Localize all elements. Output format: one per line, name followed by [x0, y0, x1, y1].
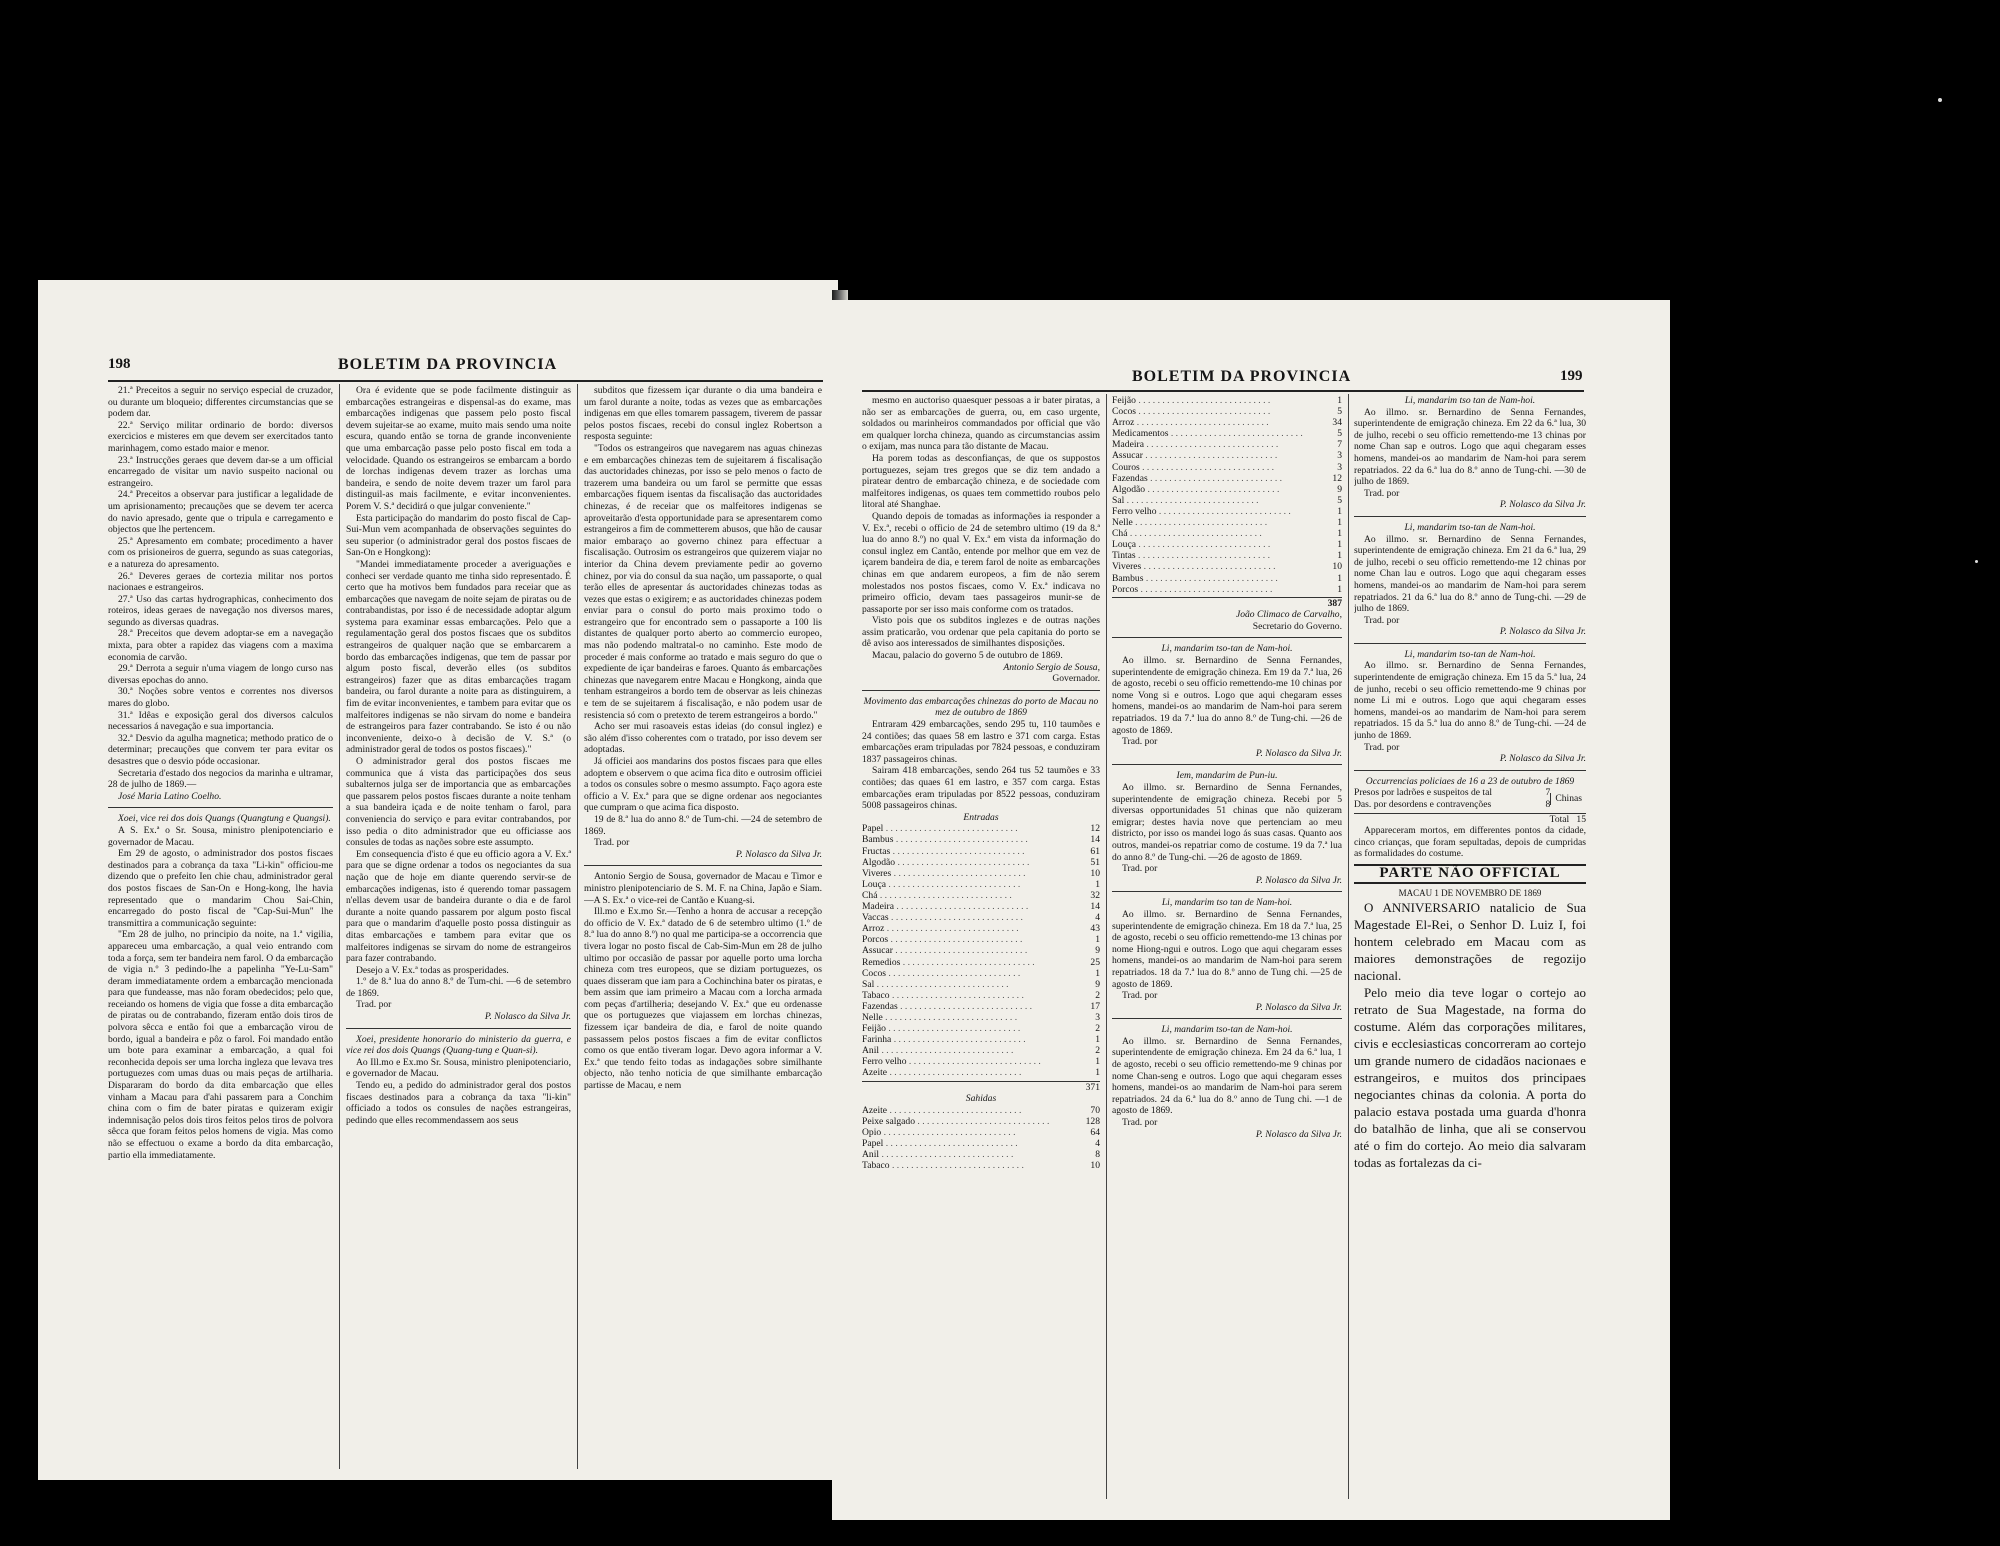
text-paragraph: Ao Ill.mo e Ex.mo Sr. Sousa, ministro plenipotenciario, e governador de Macau.	[346, 1056, 571, 1080]
list-item	[862, 1160, 1100, 1171]
goods-list	[1112, 395, 1342, 595]
text-paragraph: 30.ª Noções sobre ventos e correntes nos diversos mares do globo.	[108, 686, 333, 710]
list-item	[862, 957, 1100, 968]
list-item	[1112, 417, 1342, 428]
item-label: Feijão . . .	[1112, 395, 1333, 406]
item-label: Madeira . . .	[1112, 439, 1333, 450]
item-label: Bambus . . .	[862, 834, 1086, 845]
list-item	[1112, 473, 1342, 484]
item-value: 4	[1095, 912, 1100, 924]
text-paragraph: 29.ª Derrota a seguir n'uma viagem de longo curso nas diversas epochas do anno.	[108, 663, 333, 686]
entradas-title: Entradas	[963, 811, 999, 823]
column-divider	[1348, 394, 1349, 1499]
sahidas-list	[862, 1105, 1100, 1172]
text-paragraph: Acho ser mui rasoaveis estas ideias (do consul inglez) e são além d'isso coherentes com o tratado, por isso devem ser adoptadas.	[584, 721, 822, 756]
list-item	[1112, 395, 1342, 406]
item-value: 1	[1095, 1034, 1100, 1046]
column-divider	[1106, 394, 1107, 1499]
trad-label: Trad. por	[1122, 1117, 1158, 1129]
letter-body: Ao illmo. sr. Bernardino de Senna Fernandes, superintendente de emigração chineza. Em 15 da 5.ª lua, 24 de junho, recebi o seu officio remettendo-me 9 chinas por nome Li mi e outros. Logo que aqui chegaram esses homens, mandei-os ao mandarim de Nam-hoi para serem repatriados. 15 da 5.ª lua do anno 8.º de Tung-chi. —24 de junho de 1869.	[1354, 660, 1586, 742]
item-label: Cocos . . .	[1112, 406, 1333, 417]
left-column-1	[108, 385, 333, 1475]
police-value: 7	[1545, 787, 1551, 799]
item-label: Papel . . .	[862, 1138, 1091, 1149]
list-item	[1112, 584, 1342, 595]
list-item	[862, 1067, 1100, 1078]
text-paragraph: O administrador geral dos postos fiscaes me communica que á vista das participações dos seus subalternos julga ser de importancia que as embarcações que passarem pelos postos fiscaes durante a noite tenham a sua bandeira içada e de noite tenham o farol, para conveniencia do serviço e para evitar contrabandos, por isso pedia o dito administrador que eu officiasse aos consules de todas as nações sobre este assumpto.	[346, 756, 571, 849]
item-label: Algodão . . .	[862, 857, 1086, 868]
translator-signature: P. Nolasco da Silva Jr.	[1499, 499, 1586, 511]
header-rule	[108, 380, 823, 382]
police-value: 8	[1545, 799, 1551, 810]
dust-speck	[1975, 560, 1978, 563]
text-paragraph: Esta participação do mandarim do posto fiscal de Cap-Sui-Mun vem acompanhada de observações seguintes do seu superior (o administrador geral dos postos fiscaes de San-On e Hongkong):	[346, 512, 571, 559]
trad-label: Trad. por	[1122, 990, 1158, 1002]
item-value: 2	[1095, 1045, 1100, 1057]
item-label: Fructas . . .	[862, 846, 1086, 857]
anniversary-article	[1354, 899, 1586, 1171]
section-title: Xoei, presidente honorario do ministerio da guerra, e vice rei dos dois Quangs (Quang-tung e Quan-si).	[346, 1033, 571, 1057]
item-label: Viveres . . .	[862, 868, 1086, 879]
secretary-role: Secretario do Governo.	[1252, 620, 1342, 632]
list-item	[862, 1138, 1100, 1149]
text-paragraph: 28.ª Preceitos que devem adoptar-se em a navegação mixta, para obter a rapidez das viagens com a maxima economia de carvão.	[108, 628, 333, 663]
item-value: 14	[1090, 834, 1100, 846]
translator-signature: P. Nolasco da Silva Jr.	[1255, 1001, 1342, 1013]
item-label: Anil . . .	[862, 1045, 1091, 1056]
right-page-header: BOLETIM DA PROVINCIA	[1132, 368, 1352, 385]
right-page	[832, 300, 1670, 1520]
item-value: 9	[1095, 978, 1100, 990]
article-paragraph: Pelo meio dia teve logar o cortejo ao retrato de Sua Magestade, na forma do costume. Além das corporações militares, civis e ecclesiasticas concorreram ao cortejo um grande numero de cidadãos nacionaes e estrangeiros, e muitos dos principaes negociantes chinas da colonia. A porta do palacio estava postada uma guarda d'honra do batalhão de linha, que ali se conservou até o fim do cortejo. Ao meio dia salvaram todas as fortalezas da ci-	[1354, 985, 1586, 1171]
list-item	[1112, 484, 1342, 495]
item-label: Medicamentos . . .	[1112, 428, 1333, 439]
police-total-row	[1354, 813, 1586, 826]
letter-title: Li, mandarim tso-tan de Nam-hoi.	[1161, 1024, 1293, 1036]
list-item	[862, 1034, 1100, 1045]
column-divider	[339, 384, 340, 1469]
text-paragraph: 32.ª Desvio da agulha magnetica; methodo pratico de o determinar; precauções que convem ter para evitar os desastres que o desvio póde occasionar.	[108, 732, 333, 767]
item-value: 64	[1090, 1126, 1100, 1138]
translator-signature: P. Nolasco da Silva Jr.	[735, 848, 822, 860]
text-paragraph: 26.ª Deveres geraes de cortezia militar nos portos nacionaes e estrangeiros.	[108, 570, 333, 594]
item-value: 128	[1085, 1115, 1100, 1127]
item-label: Peixe salgado . . .	[862, 1116, 1082, 1127]
letter-body: Ao illmo. sr. Bernardino de Senna Fernandes, superintendente de emigração chineza. Em 22 da 6.ª lua, 30 de julho, recebi o seu officio remettendo-me 13 chinas por nome Chan sap e outros. Logo que aqui chegaram esses homens, mandei-os ao mandarim de Nam-hoi para serem repatriados. 22 da 6.ª lua do 8.º anno de Tung-chi. —30 de julho de 1869.	[1354, 406, 1586, 488]
item-value: 1	[1337, 539, 1342, 551]
item-value: 25	[1090, 956, 1100, 968]
item-value: 5	[1337, 406, 1342, 418]
list-item	[1112, 495, 1342, 506]
item-label: Azeite . . .	[862, 1105, 1086, 1116]
item-value: 1	[1337, 517, 1342, 529]
item-value: 10	[1090, 1160, 1100, 1172]
divider	[1112, 764, 1342, 765]
divider	[1112, 637, 1342, 638]
entradas-list	[862, 823, 1100, 1078]
text-paragraph: Desejo a V. Ex.ª todas as prosperidades.	[356, 964, 509, 976]
item-value: 61	[1090, 845, 1100, 857]
item-value: 1	[1337, 395, 1342, 406]
item-value: 1	[1095, 878, 1100, 890]
text-paragraph: Quando depois de tomadas as informações ia responder a V. Ex.ª, recebi o officio de 24 de setembro ultimo (19 da 8.ª lua do anno 8.º) no qual V. Ex.ª em vista da informação do consul inglez em Cantão, entende por melhor que em vez de içarem bandeira de dia, e terem farol de noite as embarcações chinas em que andarem europeos, a fim de não serem molestados nos postos fiscaes, como V. Ex.ª indicava no primeiro officio, devam taes passageiros munir-se de passaporte por ser isso mais conforme com os tratados.	[862, 510, 1100, 615]
list-item	[862, 912, 1100, 923]
list-item	[862, 823, 1100, 834]
list-item	[1112, 550, 1342, 561]
item-value: 1	[1095, 934, 1100, 946]
text-paragraph: A S. Ex.ª o Sr. Sousa, ministro plenipotenciario e governador de Macau.	[108, 824, 333, 848]
list-item	[862, 990, 1100, 1001]
list-item	[862, 968, 1100, 979]
item-label: Remedios . . .	[862, 957, 1086, 968]
text-paragraph: Secretaria d'estado dos negocios da marinha e ultramar, 28 de julho de 1869.—	[108, 767, 333, 791]
item-value: 17	[1090, 1000, 1100, 1012]
text-paragraph: 27.ª Uso das cartas hydrographicas, conhecimento dos roteiros, ideas geraes de navegação nos diversos mares, segundo as diversas quadras.	[108, 593, 333, 628]
column-divider	[577, 384, 578, 1469]
item-label: Arroz . . .	[1112, 417, 1328, 428]
movement-title: Movimento das embarcações chinezas do porto de Macau no mez de outubro de 1869	[863, 695, 1099, 719]
sahidas-title: Sahidas	[965, 1093, 997, 1105]
translator-signature: P. Nolasco da Silva Jr.	[1255, 874, 1342, 886]
item-label: Chá . . .	[1112, 528, 1333, 539]
left-page	[38, 280, 838, 1480]
divider	[1354, 770, 1586, 771]
list-item	[862, 890, 1100, 901]
item-label: Porcos . . .	[862, 934, 1091, 945]
right-column-2	[1112, 395, 1342, 1505]
list-item	[1112, 561, 1342, 572]
item-label: Arroz . . .	[862, 923, 1086, 934]
police-label: Presos por ladrões e suspeitos de tal	[1354, 787, 1493, 799]
text-paragraph: "Em 28 de julho, no principio da noite, na 1.ª vigilia, appareceu uma embarcação, a qual veio entrando com toda a força, sem ter bandeira nem farol. O da embarcação de vigia n.º 3 pedindo-lhe a papelinha "Ye-Lu-Sam" deram immediatamente ordem a embarcação mencionada para que fundeasse, mas não foram obedecidos; pelo que, receiando os homens de vigia que fosse a dita embarcação de piratas ou de contrabando, fizeram então dois tiros de polvora sêcca e então foi que a embarcação virou de bordo, igual a bandeira e pôz o farol. Foi mandado então um bote para examinar a embarcação, a qual foi reconhecida depois ser uma lorcha ingleza que levava tres portuguezes com umas duas ou mais peças de artilharia. Dispararam do bordo da dita embarcação que elles vinham a Macau para d'ahi passarem para a Conchim china com o fim de bater piratas e quizeram exigir indemnisação pelos dois tiros feitos pelos tiros de polvora sêcca que foram feitos pelos homens de vigia. Mas como não se effectuou o exame a bordo da dita embarcação, partio ella immediatamente.	[108, 929, 333, 1161]
item-value: 2	[1095, 1023, 1100, 1035]
list-item	[1112, 506, 1342, 517]
list-item	[862, 1001, 1100, 1012]
secretary-signature: João Climaco de Carvalho,	[1235, 609, 1342, 621]
letter-body: Ao illmo. sr. Bernardino de Senna Fernandes, superintendente de emigração chineza. Em 21 da 6.ª lua, 29 de julho, recebi o seu officio remettendo-me 12 chinas por nome Chan lau e outros. Logo que aqui chegaram esses homens, mandei-os ao mandarim de Nam-hoi para serem repatriados. 21 da 6.ª lua do 8.º anno de Tung-chi. —29 de julho de 1869.	[1354, 533, 1586, 615]
mandarin-letters	[1112, 643, 1342, 1140]
list-item	[1112, 406, 1342, 417]
item-value: 1	[1337, 528, 1342, 540]
letter-title: Iem, mandarim de Pun-iu.	[1176, 770, 1278, 782]
trad-label: Trad. por	[594, 837, 630, 849]
item-label: Nelle . . .	[1112, 517, 1333, 528]
item-label: Opio . . .	[862, 1127, 1086, 1138]
item-value: 9	[1337, 483, 1342, 495]
list-item	[862, 846, 1100, 857]
item-value: 2	[1095, 989, 1100, 1001]
letter-title: Li, mandarim tso-tan de Nam-hoi.	[1161, 643, 1293, 655]
trad-label: Trad. por	[1364, 487, 1400, 499]
text-paragraph: Visto pois que os subditos inglezes e de outras nações assim praticarão, vou ordenar que pela capitania do porto se dê aviso aos interessados de similhantes disposições.	[862, 615, 1100, 650]
list-item	[1112, 462, 1342, 473]
item-value: 4	[1095, 1138, 1100, 1149]
item-value: 7	[1337, 439, 1342, 451]
letter-title: Li, mandarim tso-tan de Nam-hoi.	[1404, 521, 1536, 533]
item-label: Viveres . . .	[1112, 561, 1328, 572]
item-label: Madeira . . .	[862, 901, 1086, 912]
item-value: 3	[1095, 1011, 1100, 1023]
divider	[1112, 1018, 1342, 1019]
police-title: Occurrencias policiaes de 16 a 23 de outubro de 1869	[1365, 775, 1575, 787]
item-label: Assucar . . .	[862, 945, 1091, 956]
item-value: 8	[1095, 1149, 1100, 1161]
item-label: Assucar . . .	[1112, 450, 1333, 461]
text-paragraph: subditos que fizessem içar durante o dia uma bandeira e um farol durante a noite, todas as vezes que as embarcações indigenas em que elles tomarem passagem, tiverem de passar pelos postos fiscaes, recebi do consul inglez Robertson a resposta seguinte:	[584, 385, 822, 443]
list-item	[1112, 450, 1342, 461]
list-item	[1112, 539, 1342, 550]
item-label: Tintas . . .	[1112, 550, 1333, 561]
divider	[1354, 516, 1586, 517]
left-column-2	[346, 385, 571, 1475]
item-label: Louça . . .	[862, 879, 1091, 890]
list-item	[862, 1056, 1100, 1067]
police-row	[1354, 787, 1550, 799]
letter-body: Ao illmo. sr. Bernardino de Senna Fernandes, superintendente de emigração chineza. Em 18 da 7.ª lua, 25 de agosto, recebi o seu officio remettendo-me 13 chinas por nome Hiong-ngui e outros. Logo que aqui chegaram esses homens, mandei-os ao mandarim de Nam-hoi para serem repatriados. 18 da 7.ª lua do 8.º anno de Tung chi. —25 de agosto de 1869.	[1112, 908, 1342, 990]
list-item	[862, 857, 1100, 868]
item-label: Nelle . . .	[862, 1012, 1091, 1023]
item-value: 12	[1090, 823, 1100, 835]
list-item	[862, 979, 1100, 990]
item-label: Bambus . . .	[1112, 573, 1333, 584]
police-total-label: Total	[1549, 813, 1570, 825]
item-value: 5	[1337, 494, 1342, 506]
text-paragraph: 31.ª Idêas e exposição geral dos diversos calculos necessarios á navegação e sua importancia.	[108, 709, 333, 733]
signature: José Maria Latino Coelho.	[118, 790, 222, 802]
item-label: Vaccas . . .	[862, 912, 1091, 923]
text-paragraph: 21.ª Preceitos a seguir no serviço especial de cruzador, ou durante um bloqueio; differentes circumstancias que se podem dar.	[108, 385, 333, 420]
item-label: Anil . . .	[862, 1149, 1091, 1160]
item-value: 10	[1090, 867, 1100, 879]
letter-body: Ao illmo. sr. Bernardino de Senna Fernandes, superintendente de emigração chineza. Em 19 da 7.ª lua, 26 de agosto, recebi o seu officio remettendo-me 10 chinas por nome Vong si e outros. Logo que aqui chegaram esses homens, mandei-os ao mandarim de Nam-hoi para serem repatriados. 19 da 7.ª lua do anno 8.º de Tung-chi. —26 de agosto de 1869.	[1112, 655, 1342, 736]
item-label: Fazendas . . .	[862, 1001, 1086, 1012]
trad-label: Trad. por	[1122, 863, 1158, 875]
item-value: 12	[1332, 472, 1342, 484]
list-item	[1112, 439, 1342, 450]
list-item	[862, 834, 1100, 845]
letter-title: Li, mandarim tso tan de Nam-hoi.	[1161, 897, 1293, 909]
text-paragraph: Antonio Sergio de Sousa, governador de Macau e Timor e ministro plenipotenciario de S. M. F. na China, Japão e Siam. —A S. Ex.ª o vice-rei de Cantão e Kuang-si.	[584, 871, 822, 906]
list-item	[1112, 528, 1342, 539]
item-value: 3	[1337, 461, 1342, 473]
list-item	[862, 1116, 1100, 1127]
text-paragraph: Ha porem todas as desconfianças, de que os suppostos portuguezes, sejam tres gregos que se diz tem andado a piratear dentro de embarcação chineza, e de sociedade com malfeitores indigenas, os quaes tem commettido roubos pelo litoral até Shanghae.	[862, 452, 1100, 511]
divider	[1112, 891, 1342, 892]
right-page-number: 199	[1560, 368, 1583, 384]
item-label: Chá . . .	[862, 890, 1086, 901]
letter-body: Ao illmo. sr. Bernardino de Senna Fernandes, superintendente de emigração chineza. Em 24 da 6.ª lua, 1 de agosto, recebi o seu officio remettendo-me 9 chinas por nome Chan-seng e outros. Logo que aqui chegaram esses homens, mandei-os ao mandarim de Nam-hoi para serem repatriados. 24 da 6.ª lua do 8.º anno de Tung chi. —1 de agosto de 1869.	[1112, 1035, 1342, 1117]
section-title: Xoei, vice rei dos dois Quangs (Quangtung e Quangsi).	[118, 813, 331, 825]
item-label: Louça . . .	[1112, 539, 1333, 550]
text-paragraph: "Mandei immediatamente proceder a averiguações e conheci ser verdade quanto me tinha sido representado. É certo que ha motivos bem fundados para receiar que as embarcações que navegam de noite sejam de piratas ou de contrabandistas, por isso é de necessidade adoptar algum systema para examinar essas embarcações. Pelo que a regulamentação geral dos postos fiscaes que os subditos estrangeiros de qualquer nação que se embarcarem a bordo das embarcações indigenas, que tem de passar por algum posto fiscal, deverão elles (os subditos estrangeiros) fazer que as ditas embarcações tragam bandeira, ou farol durante a noite para as distinguirem, a fim de evitar inconvenientes, e tambem para evitar que os malfeitores indigenas se não sirvam do nome e bandeira de estrangeiros para fazer contrabando. Se isto é ou não inconveniente, deixo-o à decisão de V. S.ª (o administrador geral de todos os postos fiscaes)."	[346, 558, 571, 756]
item-value: 9	[1095, 945, 1100, 957]
text-paragraph: mesmo en auctoriso quaesquer pessoas a ir bater piratas, a não ser as embarcações de guerra, ou, em caso urgente, soldados ou marinheiros commandados por official que vão em qualquer lorcha chineza, quando as circumstancias assim o exijam, mas nunca para tão distante de Macau.	[862, 395, 1100, 453]
divider	[584, 865, 822, 866]
item-value: 34	[1332, 417, 1342, 429]
list-item	[862, 1127, 1100, 1138]
divider	[108, 807, 333, 808]
item-value: 70	[1090, 1104, 1100, 1116]
item-value: 1	[1095, 1056, 1100, 1068]
item-value: 32	[1090, 889, 1100, 901]
list-item	[1112, 517, 1342, 528]
text-paragraph: Em consequencia d'isto é que eu officio agora a V. Ex.ª para que se digne ordenar a todos os negociantes da sua nação que de hoje em diante querendo servir-se de embarcações indigenas, isto é querendo tomar passagem n'ellas devem usar de bandeira durante o dia e de farol durante a noite quando passarem por algum posto fiscal para que o mandarim d'aquelle posto possa distinguir as ditas embarcações e tambem para evitar que os malfeitores indigenas se sirvam do nome de estrangeiros para fazer contrabando.	[346, 848, 571, 965]
text-paragraph: Macau, palacio do governo 5 de outubro de 1869.	[872, 650, 1063, 662]
text-paragraph: Sairam 418 embarcações, sendo 264 tus 52 taumões e 33 contiões; das quaes 61 em lastro, e 357 com carga. Estas embarcações eram tripuladas por 8522 pessoas, conduziram 5008 passageiros chinas.	[862, 765, 1100, 812]
police-total-value: 15	[1576, 813, 1586, 825]
goods-total: 387	[1112, 597, 1342, 610]
list-item	[862, 945, 1100, 956]
text-paragraph: Tendo eu, a pedido do administrador geral dos postos fiscaes destinados para a cobrança da taxa "li-kin" officiado a todos os consules de nações estrangeiras, pedindo que elles recommendassem aos seus	[346, 1080, 571, 1126]
item-label: Ferro velho . . .	[862, 1056, 1091, 1067]
dust-speck	[1938, 98, 1942, 102]
item-value: 5	[1337, 428, 1342, 440]
letter-body: Ao illmo. sr. Bernardino de Senna Fernandes, superintendente de emigração chineza. Recebi por 5 diversas opportunidades 51 chinas que não quizeram emigrar; destes havia nove que pertenciam ao meu districto, por isso os mandei logo ás suas casas. Quanto aos outros, mandei-os repatriar como de costume. 19 da 7.ª lua do anno 8.º de Tung-chi. —26 de agosto de 1869.	[1112, 782, 1342, 863]
list-item	[862, 1149, 1100, 1160]
item-value: 1	[1095, 967, 1100, 979]
text-paragraph: Ora é evidente que se pode facilmente distinguir as embarcações estrangeiras e dispensal-as do exame, mas embarcações indigenas que passem pelo posto fiscal devem sujeitar-se ao exame, muito mais sendo uma noite escura, quando então se torna de grande inconveniente que uma embarcação passe pelo posto fiscal em toda a velocidade. Quando os estrangeiros se embarcam a bordo de lorchas indigenas devem trazer as lorchas uma bandeira, e sendo de noite devem trazer um farol para distinguil-as mais facilmente, e evitar inconvenientes. Porem V. S.ª decidirá o que julgar conveniente."	[346, 385, 571, 512]
item-label: Porcos . . .	[1112, 584, 1333, 595]
item-value: 1	[1337, 550, 1342, 562]
item-label: Sal . . .	[1112, 495, 1333, 506]
list-item	[862, 901, 1100, 912]
list-item	[1112, 428, 1342, 439]
text-paragraph: 23.ª Instrucções geraes que devem dar-se a um official encarregado de visitar um navio suspeito nacional ou estrangeiro.	[108, 454, 333, 489]
police-row	[1354, 799, 1550, 811]
list-item	[862, 934, 1100, 945]
item-label: Papel . . .	[862, 823, 1086, 834]
item-value: 43	[1090, 923, 1100, 935]
right-column-3	[1354, 395, 1586, 1505]
translator-signature: P. Nolasco da Silva Jr.	[484, 1011, 571, 1023]
item-label: Feijão . . .	[862, 1023, 1091, 1034]
text-paragraph: 22.ª Serviço militar ordinario de bordo: diversos exercicios e misteres em que devem ser exercitados tanto marinhagem, como estado maior e menor.	[108, 419, 333, 454]
text-paragraph: 1.º de 8.ª lua do anno 8.º de Tum-chi. —6 de setembro de 1869.	[346, 976, 571, 999]
translator-signature: P. Nolasco da Silva Jr.	[1255, 1128, 1342, 1140]
article-paragraph: O ANNIVERSARIO natalicio de Sua Magestade El-Rei, o Senhor D. Luiz I, foi hontem celebrado em Macau com as maiores demonstrações de regozijo nacional.	[1354, 900, 1586, 984]
parte-nao-official-title: PARTE NÃO OFFICIAL	[1354, 864, 1586, 884]
item-label: Fazendas . . .	[1112, 473, 1328, 484]
item-value: 51	[1090, 856, 1100, 868]
list-item	[862, 868, 1100, 879]
item-value: 3	[1337, 450, 1342, 462]
mandarin-letters	[1354, 395, 1586, 765]
trad-label: Trad. por	[1122, 736, 1158, 748]
item-value: 1	[1337, 505, 1342, 517]
text-paragraph: 25.ª Apresamento em combate; procedimento a haver com os prisioneiros de guerra, segundo as suas categorias, e a natureza do apresamento.	[108, 535, 333, 570]
text-paragraph: Entraram 429 embarcações, sendo 295 tu, 110 taumões e 24 contiões; das quaes 58 em lastro e 371 com carga. Estas embarcações eram tripuladas por 7824 pessoas, e conduziram 1837 passageiros chinas.	[862, 719, 1100, 765]
item-value: 1	[1337, 583, 1342, 595]
left-page-number: 198	[108, 356, 131, 372]
item-value: 1	[1095, 1067, 1100, 1079]
item-label: Sal . . .	[862, 979, 1091, 990]
item-label: Farinha . . .	[862, 1034, 1091, 1045]
left-page-header: BOLETIM DA PROVINCIA	[338, 356, 558, 373]
police-table	[1354, 787, 1586, 810]
trad-label: Trad. por	[1364, 741, 1400, 753]
left-column-3	[584, 385, 822, 1475]
divider	[1354, 643, 1586, 644]
text-paragraph: 19 de 8.ª lua do anno 8.º de Tum-chi. —24 de setembro de 1869.	[584, 813, 822, 837]
list-item	[862, 1023, 1100, 1034]
text-paragraph: "Todos os estrangeiros que navegarem nas aguas chinezas e em embarcações chinezas tem de sujeitarem á fiscalisação das auctoridades chinezas, por isso se pelo menos o facto de trazerem uma bandeira ou um farol se permitte que essas embarcações fiquem isentas da fiscalisação das auctoridades chinezas, é de receiar que os malfeitores indigenas se aproveitarão d'esta opportunidade para se apresentarem como estrangeiros a fim de commetterem abusos, que hão de causar maior embaraço ao governo chinez para effectuar a fiscalisação. Outrosim os estrangeiros que quizerem viajar no interior da China devem previamente pedir ao governo chinez, por via do consul da sua nação, um passaporte, o qual terão elles de apresentar ás auctoridades chinezas todas as vezes que estas o exigirem; e as auctoridades chinezas podem enviar para o consul do porto mais proximo todo o estrangeiro que for encontrado sem o passaporte a 100 lis distantes de qualquer porto aberto ao commercio europeo, mas não podendo maltratal-o no caminho. Este modo de proceder é mais conforme ao tratado e mais seguro do que o expediente de içar bandeiras e faroes. Quanto ás embarcações chinezas que navegarem entre Macau e Hongkong, ainda que tenham estrangeiros a bordo tem de observar as leis chinezas e tem de se sujeitarem á fiscalisação, e não podem usar de resistencia só com o pretexto de terem estrangeiros a bordo."	[584, 442, 822, 721]
list-item	[862, 1105, 1100, 1116]
divider	[862, 690, 1100, 691]
item-label: Azeite . . .	[862, 1067, 1091, 1078]
governor-signature: Antonio Sergio de Sousa,	[1003, 661, 1100, 673]
item-label: Ferro velho . . .	[1112, 506, 1333, 517]
letter-title: Li, mandarim tso-tan de Nam-hoi.	[1404, 648, 1536, 660]
list-item	[862, 1012, 1100, 1023]
item-label: Algodão . . .	[1112, 484, 1333, 495]
entradas-total: 371	[862, 1081, 1100, 1094]
text-paragraph: Ill.mo e Ex.mo Sr.—Tenho a honra de accusar a recepção do officio de V. Ex.ª datado de 6 de setembro ultimo (1.º de 8.ª lua do anno 8.º) no qual me participa-se a occorrencia que tivera logar no posto fiscal de Cab-Sim-Mun em 28 de julho ultimo por occasião de passar por aquelle porto uma lorcha chineza com tres europeos, que se diziam portuguezes, os quaes disseram que iam para a Cochinchina bater os piratas, e bem assim que iam primeiro a Macau com a lorcha armada com peças d'artilheria; desejando V. Ex.ª que eu ordenasse que os portuguezes que viajassem em lorchas chinezas, fizessem içar bandeira de dia, e farol de noite quando passassem pelos postos fiscaes a fim de evitar conflictos como os que então tiveram logar. Devo agora informar a V. Ex.ª que tendo feito todas as indagações sobre similhante objecto, não tenho noticia de que similhante embarcação partisse de Macau, e nem	[584, 906, 822, 1092]
trad-label: Trad. por	[356, 999, 392, 1011]
item-label: Couros . . .	[1112, 462, 1333, 473]
translator-signature: P. Nolasco da Silva Jr.	[1499, 626, 1586, 638]
dateline: MACAU 1 DE NOVEMBRO DE 1869	[1398, 887, 1542, 898]
governor-role: Governador.	[1052, 673, 1100, 685]
item-value: 1	[1337, 572, 1342, 584]
item-value: 10	[1332, 561, 1342, 573]
text-paragraph: Em 29 de agosto, o administrador dos postos fiscaes destinados para a cobrança da taxa "Li-kin" officiou-me dizendo que o prefeito Ien chie chau, administrador geral dos postos fiscaes de San-On e Hong-kong, lhe havia representado que o mandarim Chou Sai-Chin, encarregado do posto fiscal de "Cap-Sui-Mun" lhe transmittira a communicação seguinte:	[108, 848, 333, 929]
item-label: Cocos . . .	[862, 968, 1091, 979]
translator-signature: P. Nolasco da Silva Jr.	[1255, 747, 1342, 759]
item-value: 14	[1090, 901, 1100, 913]
header-rule	[862, 390, 1584, 392]
police-note: Appareceram mortos, em differentes pontos da cidade, cinco crianças, que foram sepultadas, depois de cumpridas as formalidades do costume.	[1354, 825, 1586, 860]
item-label: Tabaco . . .	[862, 990, 1091, 1001]
letter-title: Li, mandarim tso tan de Nam-hoi.	[1404, 395, 1536, 406]
right-column-1	[862, 395, 1100, 1505]
text-paragraph: 24.ª Preceitos a observar para justificar a legalidade de um aprisionamento; precauções que se devem ter acerca do navio apresado, gente que o tripula e carregamento e objectos que lhe pertencem.	[108, 489, 333, 536]
list-item	[862, 1045, 1100, 1056]
text-paragraph: Já officiei aos mandarins dos postos fiscaes para que elles adoptem e observem o que acima fica dito e outrosim officiei a todos os consules sobre o mesmo assumpto. Faço agora este officio a V. Ex.ª para que se digne ordenar aos negociantes que cumpram o que acima fica disposto.	[584, 756, 822, 814]
list-item	[1112, 573, 1342, 584]
divider	[346, 1028, 571, 1029]
police-label: Das. por desordens e contravenções	[1354, 799, 1492, 810]
translator-signature: P. Nolasco da Silva Jr.	[1499, 753, 1586, 765]
list-item	[862, 879, 1100, 890]
item-label: Tabaco . . .	[862, 1160, 1086, 1171]
list-item	[862, 923, 1100, 934]
police-group-label: Chinas	[1550, 793, 1586, 805]
trad-label: Trad. por	[1364, 614, 1400, 626]
